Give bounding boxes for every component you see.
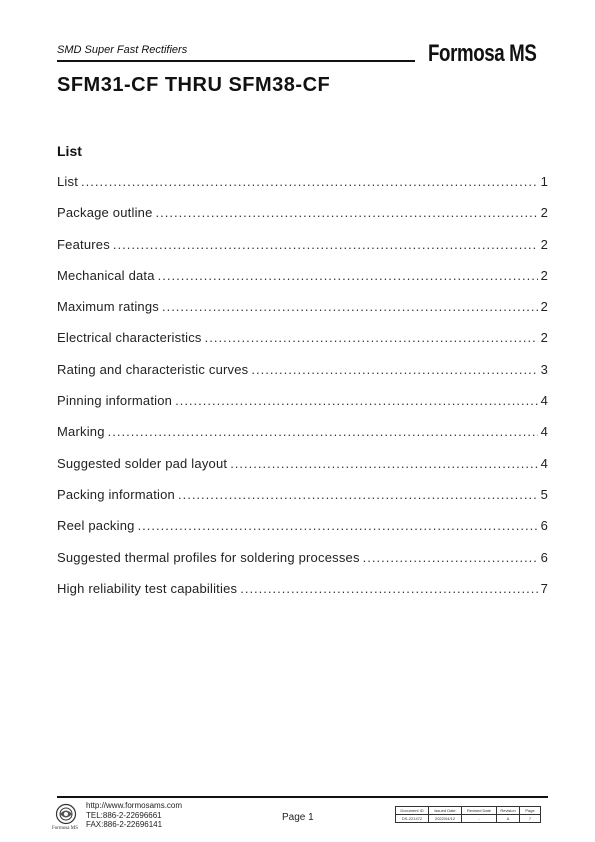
- toc-entry-electrical-characteristics[interactable]: [57, 330, 548, 361]
- phone-number: TEL:886-2-22696661: [86, 810, 162, 820]
- toc-entry-marking[interactable]: [57, 424, 548, 455]
- doc-info-header: Revision: [497, 807, 520, 815]
- toc-label: Suggested solder pad layout: [57, 455, 228, 471]
- toc-leader: [175, 393, 537, 408]
- toc-leader: [156, 205, 538, 220]
- toc-page: 6: [540, 518, 548, 534]
- toc-label: Package outline: [57, 205, 153, 221]
- toc-leader: [138, 518, 538, 533]
- doc-info-header-row: [396, 807, 541, 815]
- toc-page: 2: [540, 299, 548, 315]
- website-link[interactable]: http://www.formosams.com: [86, 801, 183, 810]
- toc-leader: [178, 487, 538, 502]
- toc-leader: [251, 362, 537, 377]
- toc-entry-mechanical-data[interactable]: [57, 268, 548, 299]
- toc-page: 2: [540, 267, 548, 283]
- doc-info-value: 7: [520, 815, 541, 823]
- toc-label: Marking: [57, 424, 105, 440]
- toc-page: 3: [540, 361, 548, 377]
- document-subtitle: SMD Super Fast Rectifiers: [57, 44, 188, 56]
- toc-page: 2: [540, 236, 548, 252]
- document-info-table: [395, 806, 541, 823]
- footer-rule: [57, 796, 548, 798]
- doc-info-header: Revised Date: [462, 807, 497, 815]
- toc-label: Pinning information: [57, 393, 173, 409]
- list-heading: List: [57, 143, 82, 159]
- doc-info-value: A: [497, 815, 520, 823]
- toc-page: 5: [540, 486, 548, 502]
- toc-page: 6: [540, 549, 548, 565]
- toc-page: 4: [540, 424, 548, 440]
- toc-entry-packing-information[interactable]: [57, 487, 548, 518]
- toc-label: Features: [57, 236, 110, 252]
- toc-label: Reel packing: [57, 518, 135, 534]
- toc-entry-rating-curves[interactable]: [57, 362, 548, 393]
- toc-page: 2: [540, 330, 548, 346]
- doc-info-header: Issued Date: [429, 807, 462, 815]
- logo-caption: Formosa MS: [52, 826, 78, 831]
- page-number: Page 1: [282, 812, 314, 823]
- toc-entry-maximum-ratings[interactable]: [57, 299, 548, 330]
- toc-label: High reliability test capabilities: [57, 580, 238, 596]
- toc-entry-thermal-profiles[interactable]: [57, 550, 548, 581]
- doc-info-header: Page: [520, 807, 541, 815]
- toc-entry-reel-packing[interactable]: [57, 518, 548, 549]
- toc-leader: [162, 299, 538, 314]
- toc-leader: [363, 550, 538, 565]
- toc-entry-solder-pad-layout[interactable]: [57, 456, 548, 487]
- toc-label: Packing information: [57, 486, 175, 502]
- toc-label: Electrical characteristics: [57, 330, 202, 346]
- doc-info-value: -: [462, 815, 497, 823]
- toc-leader: [108, 424, 538, 439]
- toc-page: 2: [540, 205, 548, 221]
- header-rule: [57, 60, 415, 62]
- toc-entry-pinning-information[interactable]: [57, 393, 548, 424]
- toc-entry-features[interactable]: [57, 237, 548, 268]
- toc-entry-list[interactable]: [57, 174, 548, 205]
- brand-logo-text: Formosa MS: [428, 40, 537, 67]
- toc-label: Suggested thermal profiles for soldering processes: [57, 549, 360, 565]
- fax-number: FAX:886-2-22696141: [86, 820, 163, 829]
- table-of-contents: [57, 174, 548, 612]
- toc-leader: [113, 237, 538, 252]
- toc-leader: [240, 581, 537, 596]
- contact-block: [86, 801, 182, 830]
- toc-entry-package-outline[interactable]: [57, 205, 548, 236]
- toc-page: 7: [540, 580, 548, 596]
- doc-info-value: 2022/04/12: [429, 815, 462, 823]
- toc-page: 4: [540, 393, 548, 409]
- toc-leader: [205, 330, 538, 345]
- toc-label: Mechanical data: [57, 267, 155, 283]
- toc-leader: [81, 174, 538, 189]
- toc-leader: [230, 456, 537, 471]
- toc-leader: [158, 268, 538, 283]
- toc-page: 1: [540, 174, 548, 189]
- toc-label: List: [57, 174, 79, 189]
- toc-label: Rating and characteristic curves: [57, 361, 249, 377]
- toc-label: Maximum ratings: [57, 299, 159, 315]
- doc-info-header: Document ID: [396, 807, 429, 815]
- document-title: SFM31-CF THRU SFM38-CF: [57, 74, 331, 96]
- toc-entry-reliability-tests[interactable]: [57, 581, 548, 612]
- doc-info-value-row: [396, 815, 541, 823]
- toc-page: 4: [540, 455, 548, 471]
- doc-info-value: DS-221472: [396, 815, 429, 823]
